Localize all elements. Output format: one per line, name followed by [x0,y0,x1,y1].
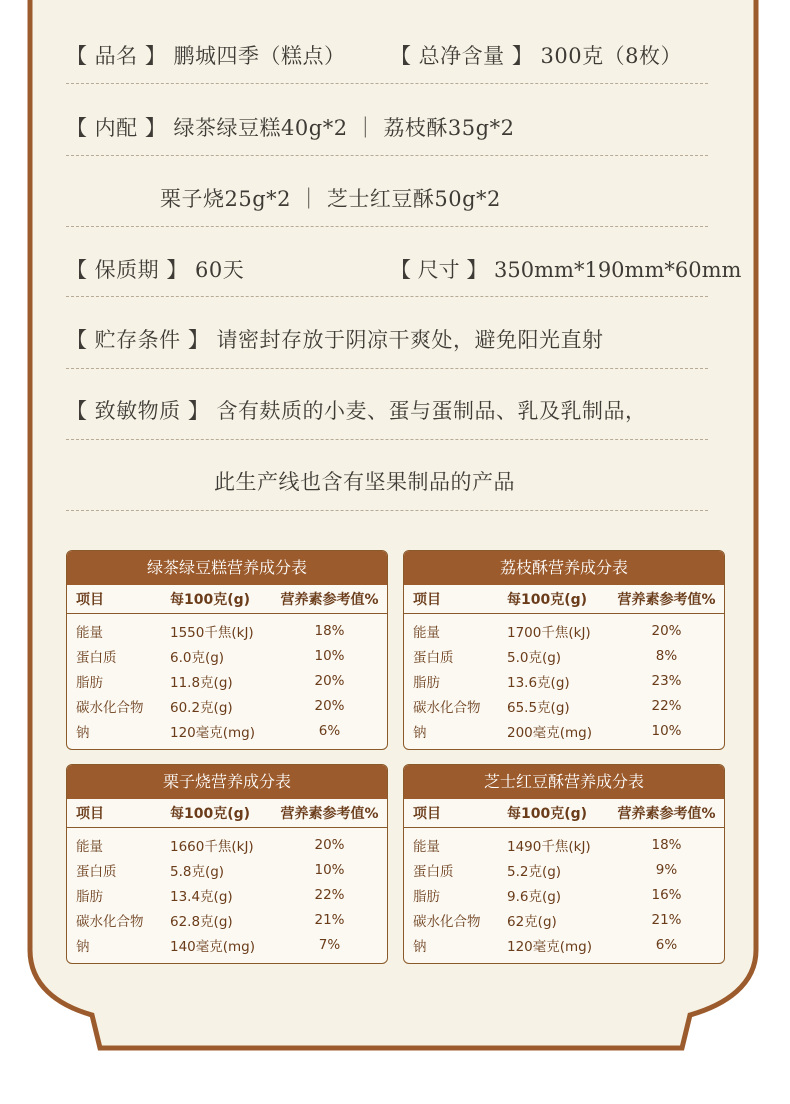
size-row [390,254,741,284]
table-row [404,882,724,907]
nutrient-name: 碳水化合物 [413,914,481,931]
table-row [404,643,724,668]
nutrient-nrv: 10% [314,861,345,878]
nutrient-name: 蛋白质 [413,863,454,880]
column-header-per100g: 每100克(g) [507,806,588,822]
nutrient-amount: 140毫克(mg) [170,939,256,956]
nutrient-nrv: 6% [318,723,341,740]
nutrient-nrv: 22% [651,698,682,715]
nutrient-nrv: 20% [314,698,345,715]
column-header-nrv: 营养素参考值% [280,806,379,822]
net-weight-value: 300克（8枚） [540,44,682,68]
column-header-nrv: 营养素参考值% [280,592,379,608]
column-header-item: 项目 [413,592,441,608]
nutrient-amount: 1660千焦(kJ) [170,838,254,855]
contents-row [66,112,514,142]
nutrient-amount: 200毫克(mg) [507,725,593,742]
nutrition-table-title: 芝士红豆酥营养成分表 [404,765,724,799]
nutrient-nrv: 23% [651,672,682,689]
nutrient-name: 脂肪 [413,674,440,691]
column-header-per100g: 每100克(g) [507,592,588,608]
shelf-life-row [66,254,244,284]
allergen-row-continued [214,466,515,496]
contents-label: 【 内配 】 [66,116,167,140]
nutrient-name: 碳水化合物 [76,914,144,931]
divider [66,296,708,297]
nutrient-amount: 1700千焦(kJ) [507,624,591,641]
table-row [67,882,387,907]
allergen-row [66,395,647,425]
table-row [67,908,387,933]
nutrient-name: 钠 [76,725,90,742]
nutrient-name: 蛋白质 [76,863,117,880]
nutrition-table [66,550,388,750]
column-header-per100g: 每100克(g) [170,592,251,608]
table-row [404,618,724,643]
nutrient-amount: 62.8克(g) [170,914,233,931]
table-row [404,857,724,882]
nutrition-table [66,764,388,964]
nutrient-nrv: 18% [314,622,345,639]
nutrient-amount: 5.2克(g) [507,863,562,880]
allergen-value-continued: 此生产线也含有坚果制品的产品 [214,470,515,494]
nutrient-nrv: 9% [655,861,678,878]
nutrient-amount: 1550千焦(kJ) [170,624,254,641]
table-row [404,908,724,933]
nutrient-name: 能量 [76,624,103,641]
allergen-value: 含有麸质的小麦、蛋与蛋制品、乳及乳制品， [216,399,647,423]
divider [66,83,708,84]
nutrition-table [403,550,725,750]
nutrient-amount: 65.5克(g) [507,700,570,717]
nutrient-amount: 5.8克(g) [170,863,225,880]
nutrient-name: 蛋白质 [76,649,117,666]
nutrient-nrv: 10% [651,723,682,740]
size-value: 350mm*190mm*60mm [494,258,742,282]
table-row [67,694,387,719]
nutrition-table-header [404,585,724,614]
shelf-life-label: 【 保质期 】 [66,258,188,282]
nutrient-amount: 62克(g) [507,914,557,931]
product-name-value: 鹏城四季（糕点） [173,44,346,68]
nutrient-nrv: 6% [655,937,678,954]
column-header-nrv: 营养素参考值% [617,806,716,822]
column-header-item: 项目 [76,806,104,822]
divider [66,510,708,511]
nutrient-amount: 120毫克(mg) [507,939,593,956]
net-weight-label: 【 总净含量 】 [390,44,534,68]
nutrient-name: 脂肪 [413,888,440,905]
column-header-nrv: 营养素参考值% [617,592,716,608]
nutrient-amount: 120毫克(mg) [170,725,256,742]
nutrient-nrv: 21% [651,912,682,929]
table-row [404,933,724,958]
nutrient-nrv: 16% [651,886,682,903]
table-row [404,832,724,857]
contents-value: 绿茶绿豆糕40g*2 ｜ 荔枝酥35g*2 [173,116,515,140]
product-name-row [66,40,346,70]
nutrient-name: 钠 [413,939,427,956]
divider [66,226,708,227]
nutrient-name: 能量 [76,838,103,855]
nutrient-nrv: 8% [655,647,678,664]
column-header-per100g: 每100克(g) [170,806,251,822]
table-row [67,643,387,668]
nutrient-amount: 11.8克(g) [170,674,233,691]
divider [66,439,708,440]
shelf-life-value: 60天 [195,258,245,282]
nutrition-table-title: 绿茶绿豆糕营养成分表 [67,551,387,585]
nutrient-amount: 9.6克(g) [507,888,562,905]
nutrient-name: 钠 [76,939,90,956]
contents-value-continued: 栗子烧25g*2 ｜ 芝士红豆酥50g*2 [160,187,501,211]
nutrient-name: 脂肪 [76,888,103,905]
net-weight-row [390,40,682,70]
table-row [67,832,387,857]
storage-label: 【 贮存条件 】 [66,328,210,352]
nutrient-nrv: 20% [314,672,345,689]
nutrient-nrv: 10% [314,647,345,664]
product-name-label: 【 品名 】 [66,44,167,68]
nutrient-amount: 1490千焦(kJ) [507,838,591,855]
nutrient-name: 能量 [413,838,440,855]
nutrient-nrv: 21% [314,912,345,929]
storage-value: 请密封存放于阴凉干爽处，避免阳光直射 [216,328,604,352]
divider [66,368,708,369]
nutrient-nrv: 20% [651,622,682,639]
nutrient-nrv: 18% [651,836,682,853]
nutrition-table-title: 栗子烧营养成分表 [67,765,387,799]
nutrient-name: 蛋白质 [413,649,454,666]
allergen-label: 【 致敏物质 】 [66,399,210,423]
table-row [67,719,387,744]
nutrient-nrv: 7% [318,937,341,954]
nutrition-table [403,764,725,964]
nutrition-table-title: 荔枝酥营养成分表 [404,551,724,585]
nutrient-amount: 60.2克(g) [170,700,233,717]
nutrient-amount: 13.4克(g) [170,888,233,905]
table-row [404,719,724,744]
nutrient-name: 钠 [413,725,427,742]
size-label: 【 尺寸 】 [390,258,488,282]
table-row [67,668,387,693]
storage-row [66,324,604,354]
nutrient-amount: 13.6克(g) [507,674,570,691]
nutrient-nrv: 22% [314,886,345,903]
table-row [67,857,387,882]
table-row [67,618,387,643]
nutrition-table-header [67,585,387,614]
divider [66,155,708,156]
nutrient-name: 碳水化合物 [413,700,481,717]
nutrient-name: 碳水化合物 [76,700,144,717]
nutrition-table-header [404,799,724,828]
nutrient-amount: 5.0克(g) [507,649,562,666]
nutrient-name: 脂肪 [76,674,103,691]
nutrition-table-header [67,799,387,828]
table-row [67,933,387,958]
nutrient-nrv: 20% [314,836,345,853]
column-header-item: 项目 [413,806,441,822]
nutrient-amount: 6.0克(g) [170,649,225,666]
column-header-item: 项目 [76,592,104,608]
table-row [404,668,724,693]
contents-row-continued [160,183,501,213]
table-row [404,694,724,719]
nutrient-name: 能量 [413,624,440,641]
